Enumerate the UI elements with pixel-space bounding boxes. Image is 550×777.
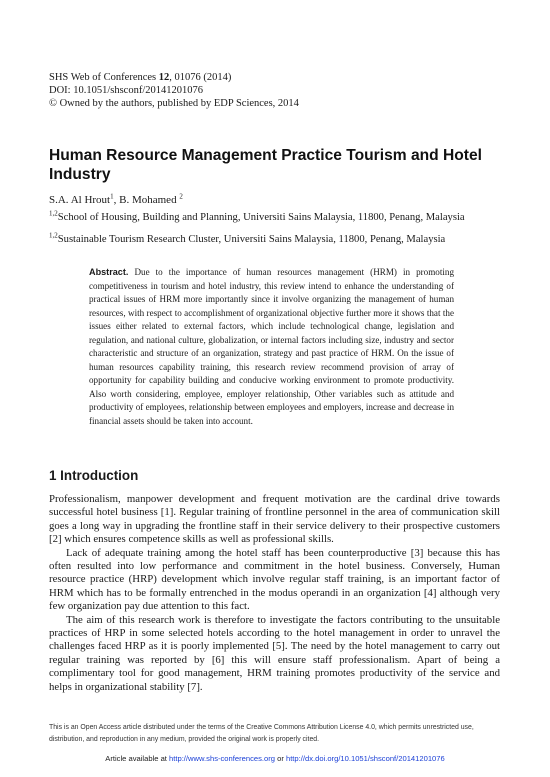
author-2-sup: 2: [179, 192, 183, 201]
abstract: [89, 266, 454, 428]
affiliation-2: [49, 231, 446, 245]
availability-line: [0, 754, 550, 763]
journal-year: (2014): [203, 72, 232, 83]
doi-line: DOI: 10.1051/shsconf/20141201076: [49, 85, 203, 96]
affiliation-1-text: School of Housing, Building and Planning, Universiti Sains Malaysia, 11800, Penang, Malaysia: [57, 212, 465, 223]
author-1: S.A. Al Hrout: [49, 194, 111, 206]
journal-line: [49, 71, 231, 84]
paragraph-2: Lack of adequate training among the hotel staff has been counterproductive [3] because this has often resulted into low performance and commitment in the hotel business. Conversely, Human resource practice (HRP) development which involve regular staff training, is an important factor of HRM which has to be formally entrenched in the modus operandi in an organization [4] although very few organization pay due attention to this fact.: [49, 546, 500, 613]
paragraph-1: Professionalism, manpower development and frequent motivation are the cardinal drive towards successful hotel business [1]. Regular training of frontline personnel in the area of communication skill goes a long way in upgrading the frontline staff in their service delivery to their prospective customers [2] which ensures competence skills as well as professional skills.: [49, 493, 500, 546]
affiliation-2-sup: 1,2: [49, 231, 58, 240]
author-1-sup: 1: [110, 192, 114, 201]
section-heading: 1 Introduction: [49, 468, 139, 483]
affiliation-2-text: Sustainable Tourism Research Cluster, Universiti Sains Malaysia, 11800, Penang, Malaysia: [57, 234, 446, 245]
introduction-body: [49, 493, 500, 694]
author-separator: ,: [113, 194, 120, 206]
journal-name: SHS Web of Conferences: [49, 72, 157, 83]
license-note: This is an Open Access article distributed under the terms of the Creative Commons Attribution License 4.0, which permits unrestricted use, distribution, and reproduction in any medium, provided the original work is properly cited.: [49, 724, 474, 743]
paragraph-3: The aim of this research work is therefore to investigate the factors contributing to the unsuitable practices of HRP in some selected hotels according to the hotel management in order to unravel the challenges faced HRP as it is poorly implemented [5]. The need by the hotel management to carry out regular training was reported by [6] this will ensure staff professionalism. Apart of being a complimentary tool for good management, HRM training promotes productivity of the service and helps in organizational stability [7].: [49, 613, 500, 693]
journal-site-link[interactable]: http://www.shs-conferences.org: [169, 754, 275, 763]
doi-link[interactable]: http://dx.doi.org/10.1051/shsconf/20141201076: [285, 754, 445, 763]
abstract-text: Due to the importance of human resources management (HRM) in promoting competitiveness in tourism and hotel industry, this review intend to enhance the understanding of practical issues of HRM more importantly since it involve organizing the management of human resources, with respect to accomplishment of organizational objective further more it shows that the issues either related to external factors, which include technological change, legislation and regulation, and national culture, globalization, or internal factors including size, industry and sector characteristic and structure of an organization, strategy and past practice of HRM. On the issue of human resources capability training, this research review recommend provision of array of opportunity for capability building and conducive working environment to promote productivity. Also worth considering, employee, employer relationship, Other variables such as attitude and productivity of employees, relationship between employees and employers, increase and decrease in financial assets should be taken into account.: [89, 267, 454, 426]
author-list: [49, 194, 183, 206]
affiliation-1-sup: 1,2: [49, 209, 58, 218]
article-number: , 01076: [169, 72, 201, 83]
copyright-line: © Owned by the authors, published by EDP Sciences, 2014: [49, 98, 299, 109]
affiliation-1: [49, 209, 465, 223]
availability-or: or: [274, 754, 286, 763]
journal-volume: 12: [158, 72, 170, 83]
abstract-label: Abstract.: [89, 267, 129, 277]
paper-title: Human Resource Management Practice Tourism and Hotel Industry: [49, 147, 482, 183]
author-2: B. Mohamed: [119, 194, 177, 206]
availability-prefix: Article available at: [105, 754, 170, 763]
